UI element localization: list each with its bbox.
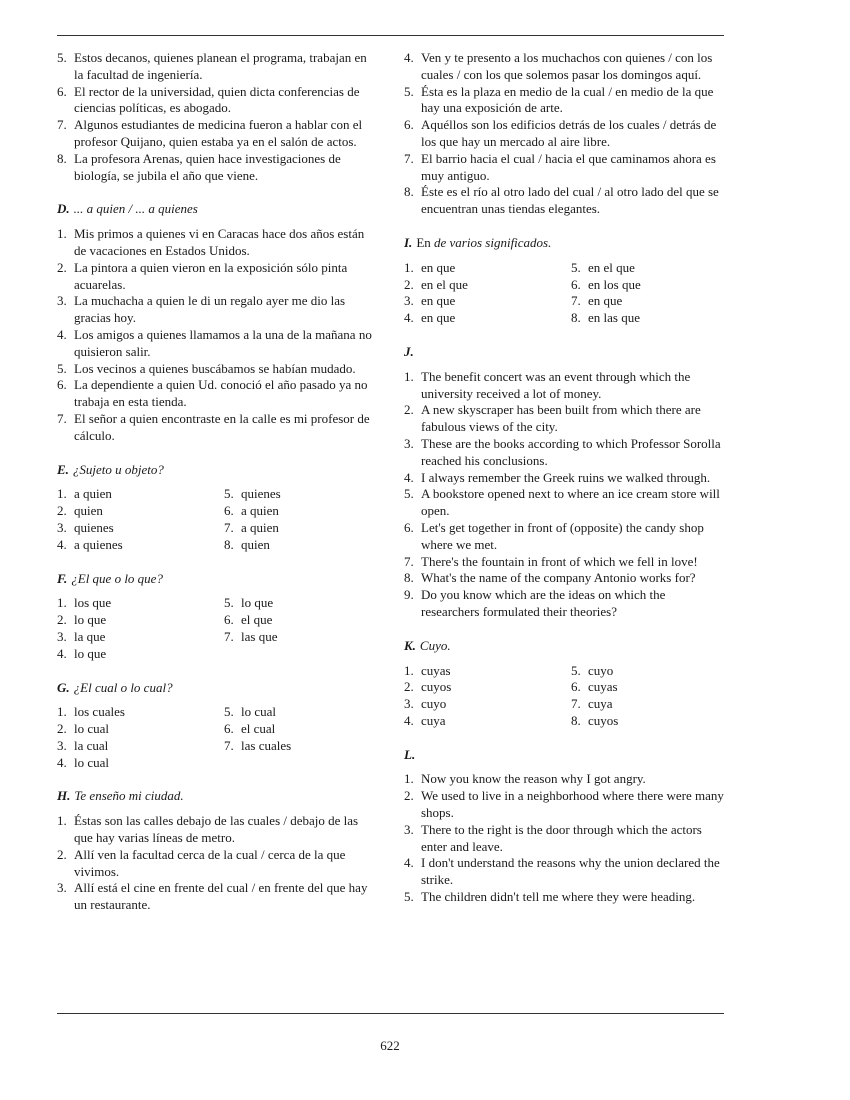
list-item bbox=[404, 436, 726, 470]
item-text: cuyas bbox=[588, 679, 618, 695]
section-i-grid bbox=[404, 260, 726, 327]
list-item bbox=[404, 663, 571, 680]
item-text: la que bbox=[74, 628, 106, 644]
list-item bbox=[57, 226, 379, 260]
list-item bbox=[57, 704, 224, 721]
section-e-col1 bbox=[57, 486, 224, 553]
item-text: El rector de la universidad, quien dicta conferencias de ciencias políticas, es abogado. bbox=[74, 83, 360, 116]
list-item bbox=[57, 880, 379, 914]
item-text: El barrio hacia el cual / hacia el que caminamos ahora es muy antiguo. bbox=[421, 150, 716, 183]
list-item bbox=[571, 696, 721, 713]
item-text: Now you know the reason why I got angry. bbox=[421, 771, 646, 787]
item-number: 4. bbox=[404, 855, 414, 871]
item-number: 1. bbox=[404, 368, 414, 384]
item-text: A bookstore opened next to where an ice cream store will open. bbox=[421, 486, 720, 519]
item-number: 1. bbox=[57, 704, 67, 720]
list-item bbox=[57, 646, 224, 663]
list-item bbox=[404, 84, 726, 118]
item-text: There to the right is the door through which the actors enter and leave. bbox=[421, 821, 702, 854]
item-number: 1. bbox=[57, 486, 67, 502]
list-item bbox=[57, 813, 379, 847]
item-number: 1. bbox=[404, 662, 414, 678]
list-item bbox=[404, 260, 571, 277]
item-number: 5. bbox=[571, 662, 581, 678]
item-number: 6. bbox=[224, 612, 234, 628]
item-text: La dependiente a quien Ud. conoció el año pasado ya no trabaja en esta tienda. bbox=[74, 377, 368, 410]
item-number: 8. bbox=[224, 536, 234, 552]
item-text: lo que bbox=[74, 612, 107, 628]
list-item bbox=[404, 277, 571, 294]
item-number: 2. bbox=[57, 721, 67, 737]
item-text: The benefit concert was an event through which the university received a lot of money. bbox=[421, 368, 691, 401]
item-number: 3. bbox=[404, 293, 414, 309]
item-text: cuyo bbox=[421, 696, 447, 712]
item-number: 5. bbox=[57, 360, 67, 376]
section-d-heading: D. ... a quien / ... a quienes bbox=[57, 201, 198, 217]
list-item bbox=[404, 486, 726, 520]
item-text: en el que bbox=[421, 276, 468, 292]
item-text: en el que bbox=[588, 259, 635, 275]
item-number: 1. bbox=[404, 259, 414, 275]
item-number: 6. bbox=[57, 83, 67, 99]
section-g-col2 bbox=[224, 704, 374, 771]
item-number: 5. bbox=[571, 259, 581, 275]
item-number: 6. bbox=[224, 503, 234, 519]
section-e-col2 bbox=[224, 486, 374, 553]
item-number: 7. bbox=[224, 628, 234, 644]
section-i-heading: I. En de varios significados. bbox=[404, 234, 552, 250]
item-text: en que bbox=[421, 293, 456, 309]
item-text: Mis primos a quienes vi en Caracas hace dos años están de vacaciones en Estados Unidos. bbox=[74, 226, 365, 258]
item-text: a quienes bbox=[74, 536, 123, 552]
list-item bbox=[57, 612, 224, 629]
item-number: 9. bbox=[404, 587, 414, 603]
item-text: lo cual bbox=[74, 721, 110, 737]
item-number: 7. bbox=[404, 150, 414, 166]
item-text: lo cual bbox=[74, 754, 110, 770]
item-number: 3. bbox=[404, 435, 414, 451]
item-number: 2. bbox=[404, 402, 414, 418]
list-item bbox=[404, 679, 571, 696]
list-item bbox=[404, 554, 726, 571]
list-item bbox=[404, 470, 726, 487]
section-g-grid bbox=[57, 704, 379, 771]
list-item bbox=[404, 117, 726, 151]
item-text: These are the books according to which Professor Sorolla reached his conclusions. bbox=[421, 435, 721, 468]
item-number: 3. bbox=[57, 880, 67, 896]
list-item bbox=[224, 738, 374, 755]
item-text: en que bbox=[421, 310, 456, 326]
item-text: Éstas son las calles debajo de las cuales / debajo de las que hay varias líneas de metro. bbox=[74, 813, 359, 846]
list-item bbox=[57, 377, 379, 411]
item-number: 5. bbox=[404, 83, 414, 99]
list-item bbox=[404, 822, 726, 856]
item-text: lo cual bbox=[241, 704, 277, 720]
item-number: 8. bbox=[571, 310, 581, 326]
item-number: 6. bbox=[571, 276, 581, 292]
item-text: a quien bbox=[241, 503, 279, 519]
item-text: quienes bbox=[74, 519, 114, 535]
item-text: Los amigos a quienes llamamos a la una de la mañana no quisieron salir. bbox=[74, 326, 372, 359]
item-number: 2. bbox=[57, 846, 67, 862]
item-number: 2. bbox=[57, 503, 67, 519]
section-f-grid bbox=[57, 595, 379, 662]
list-item bbox=[571, 310, 721, 327]
list-item bbox=[57, 486, 224, 503]
item-text: Estos decanos, quienes planean el programa, trabajan en la facultad de ingeniería. bbox=[74, 50, 367, 82]
list-item bbox=[57, 361, 379, 378]
section-g-heading: G. ¿El cual o lo cual? bbox=[57, 679, 173, 695]
item-number: 8. bbox=[571, 712, 581, 728]
item-number: 3. bbox=[57, 293, 67, 309]
item-number: 8. bbox=[404, 184, 414, 200]
item-text: What's the name of the company Antonio works for? bbox=[421, 570, 696, 586]
section-i-col2 bbox=[571, 260, 721, 327]
item-text: Ésta es la plaza en medio de la cual / en medio de la que hay una exposición de arte. bbox=[421, 83, 714, 116]
item-number: 5. bbox=[224, 595, 234, 611]
item-text: A new skyscraper has been built from which there are fabulous views of the city. bbox=[421, 402, 701, 435]
list-item bbox=[404, 184, 726, 218]
item-text: We used to live in a neighborhood where there were many shops. bbox=[421, 788, 724, 821]
item-text: La pintora a quien vieron en la exposición sólo pinta acuarelas. bbox=[74, 259, 348, 292]
list-item bbox=[57, 738, 224, 755]
list-item bbox=[224, 486, 374, 503]
item-text: cuyos bbox=[421, 679, 452, 695]
section-j-heading: J. bbox=[404, 343, 414, 359]
list-item bbox=[571, 293, 721, 310]
list-item bbox=[57, 755, 224, 772]
item-number: 4. bbox=[57, 645, 67, 661]
item-number: 5. bbox=[404, 486, 414, 502]
item-number: 7. bbox=[404, 553, 414, 569]
section-l-list bbox=[404, 771, 726, 905]
bottom-rule bbox=[57, 1013, 724, 1014]
list-item bbox=[57, 503, 224, 520]
item-number: 2. bbox=[57, 259, 67, 275]
list-item bbox=[404, 50, 726, 84]
item-number: 7. bbox=[571, 696, 581, 712]
list-item bbox=[571, 713, 721, 730]
item-text: There's the fountain in front of which we fell in love! bbox=[421, 553, 698, 569]
list-item bbox=[57, 629, 224, 646]
list-item bbox=[57, 721, 224, 738]
item-number: 4. bbox=[404, 310, 414, 326]
item-number: 6. bbox=[404, 519, 414, 535]
section-f-col1 bbox=[57, 595, 224, 662]
item-text: cuyas bbox=[421, 662, 451, 678]
item-text: el cual bbox=[241, 721, 276, 737]
section-f-heading: F. ¿El que o lo que? bbox=[57, 570, 163, 586]
item-text: lo que bbox=[241, 595, 274, 611]
item-number: 4. bbox=[404, 50, 414, 65]
item-text: los que bbox=[74, 595, 112, 611]
list-item bbox=[57, 411, 379, 445]
item-text: Allí está el cine en frente del cual / en frente del que hay un restaurante. bbox=[74, 880, 368, 913]
list-item bbox=[571, 277, 721, 294]
list-item bbox=[404, 369, 726, 403]
list-item bbox=[404, 151, 726, 185]
item-number: 6. bbox=[571, 679, 581, 695]
section-e-heading: E. ¿Sujeto u objeto? bbox=[57, 461, 164, 477]
list-item bbox=[224, 520, 374, 537]
item-number: 2. bbox=[404, 679, 414, 695]
section-l-heading: L. bbox=[404, 746, 416, 762]
item-text: La profesora Arenas, quien hace investigaciones de biología, se jubila el año que viene. bbox=[74, 150, 341, 183]
item-number: 3. bbox=[57, 519, 67, 535]
item-text: quienes bbox=[241, 486, 281, 502]
item-number: 3. bbox=[57, 628, 67, 644]
item-text: a quien bbox=[241, 519, 279, 535]
right-column bbox=[404, 50, 726, 906]
page-number: 622 bbox=[380, 1038, 400, 1053]
item-number: 1. bbox=[57, 595, 67, 611]
section-i-col1 bbox=[404, 260, 571, 327]
item-number: 7. bbox=[57, 117, 67, 133]
section-d-list bbox=[57, 226, 379, 444]
top-rule bbox=[57, 35, 724, 36]
list-item bbox=[57, 293, 379, 327]
list-item bbox=[57, 327, 379, 361]
list-item bbox=[571, 663, 721, 680]
list-item bbox=[57, 537, 224, 554]
item-number: 4. bbox=[57, 536, 67, 552]
section-f-col2 bbox=[224, 595, 374, 662]
list-item bbox=[224, 629, 374, 646]
item-number: 4. bbox=[404, 712, 414, 728]
item-text: cuyos bbox=[588, 712, 619, 728]
item-text: Let's get together in front of (opposite) the candy shop where we met. bbox=[421, 519, 704, 552]
item-text: I always remember the Greek ruins we walked through. bbox=[421, 469, 711, 485]
list-item bbox=[404, 402, 726, 436]
section-h-heading: H. Te enseño mi ciudad. bbox=[57, 788, 184, 804]
item-text: quien bbox=[241, 536, 270, 552]
item-number: 2. bbox=[404, 276, 414, 292]
section-k-col2 bbox=[571, 663, 721, 730]
list-item bbox=[404, 570, 726, 587]
list-item bbox=[404, 587, 726, 621]
item-number: 4. bbox=[404, 469, 414, 485]
section-j-list bbox=[404, 369, 726, 621]
list-item bbox=[571, 679, 721, 696]
list-item bbox=[571, 260, 721, 277]
item-number: 6. bbox=[404, 117, 414, 133]
item-number: 2. bbox=[404, 788, 414, 804]
item-number: 1. bbox=[57, 813, 67, 829]
item-text: las cuales bbox=[241, 737, 292, 753]
item-text: Aquéllos son los edificios detrás de los cuales / detrás de los que hay un mercado al aire libre. bbox=[421, 117, 717, 149]
item-text: cuya bbox=[588, 696, 613, 712]
item-number: 7. bbox=[57, 410, 67, 426]
item-text: cuyo bbox=[588, 662, 614, 678]
list-item bbox=[57, 151, 379, 185]
list-item bbox=[404, 293, 571, 310]
item-text: la cual bbox=[74, 737, 109, 753]
item-text: las que bbox=[241, 628, 278, 644]
section-h-list bbox=[57, 813, 379, 914]
list-item bbox=[404, 520, 726, 554]
section-e-grid bbox=[57, 486, 379, 553]
item-number: 7. bbox=[571, 293, 581, 309]
item-number: 5. bbox=[404, 889, 414, 905]
item-number: 4. bbox=[57, 754, 67, 770]
list-item bbox=[57, 84, 379, 118]
item-text: Do you know which are the ideas on which the researchers formulated their theories? bbox=[421, 587, 666, 619]
item-text: en las que bbox=[588, 310, 640, 326]
item-number: 7. bbox=[224, 737, 234, 753]
item-number: 3. bbox=[404, 696, 414, 712]
list-item bbox=[404, 713, 571, 730]
item-number: 8. bbox=[404, 570, 414, 586]
item-text: Éste es el río al otro lado del cual / al otro lado del que se encuentran unas tiendas elegantes. bbox=[421, 184, 719, 217]
list-item bbox=[57, 260, 379, 294]
item-number: 3. bbox=[404, 821, 414, 837]
item-number: 1. bbox=[404, 771, 414, 787]
item-number: 2. bbox=[57, 612, 67, 628]
list-item bbox=[224, 595, 374, 612]
list-item bbox=[404, 788, 726, 822]
item-text: el que bbox=[241, 612, 273, 628]
list-item bbox=[404, 855, 726, 889]
item-text: en que bbox=[588, 293, 623, 309]
list-item bbox=[224, 612, 374, 629]
list-item bbox=[404, 696, 571, 713]
item-text: La muchacha a quien le di un regalo ayer me dio las gracias hoy. bbox=[74, 293, 346, 326]
item-number: 4. bbox=[57, 326, 67, 342]
left-column bbox=[57, 50, 379, 914]
item-text: en los que bbox=[588, 276, 641, 292]
item-text: a quien bbox=[74, 486, 112, 502]
intro-list-right bbox=[404, 50, 726, 218]
item-text: Ven y te presento a los muchachos con quienes / con los cuales / con los que solemos pasar los domingos aquí. bbox=[421, 50, 713, 82]
list-item bbox=[57, 50, 379, 84]
section-g-col1 bbox=[57, 704, 224, 771]
item-text: Los vecinos a quienes buscábamos se habían mudado. bbox=[74, 360, 356, 376]
item-text: Algunos estudiantes de medicina fueron a hablar con el profesor Quijano, quien estaba ya en el salón de actos. bbox=[74, 117, 363, 149]
item-text: en que bbox=[421, 259, 456, 275]
item-number: 5. bbox=[224, 704, 234, 720]
item-number: 1. bbox=[57, 226, 67, 242]
list-item bbox=[224, 503, 374, 520]
item-number: 6. bbox=[224, 721, 234, 737]
list-item bbox=[404, 310, 571, 327]
list-item bbox=[224, 704, 374, 721]
section-k-col1 bbox=[404, 663, 571, 730]
item-number: 5. bbox=[224, 486, 234, 502]
item-number: 3. bbox=[57, 737, 67, 753]
list-item bbox=[404, 889, 726, 906]
section-k-heading: K. Cuyo. bbox=[404, 637, 451, 653]
list-item bbox=[57, 595, 224, 612]
item-text: I don't understand the reasons why the union declared the strike. bbox=[421, 855, 720, 888]
list-item bbox=[224, 537, 374, 554]
item-number: 7. bbox=[224, 519, 234, 535]
item-text: quien bbox=[74, 503, 103, 519]
item-text: los cuales bbox=[74, 704, 125, 720]
item-text: Allí ven la facultad cerca de la cual / cerca de la que vivimos. bbox=[74, 846, 346, 879]
item-text: El señor a quien encontraste en la calle es mi profesor de cálculo. bbox=[74, 410, 370, 443]
list-item bbox=[404, 771, 726, 788]
item-number: 6. bbox=[57, 377, 67, 393]
list-item bbox=[57, 520, 224, 537]
item-text: lo que bbox=[74, 645, 107, 661]
intro-list-left bbox=[57, 50, 379, 184]
list-item bbox=[224, 721, 374, 738]
item-text: cuya bbox=[421, 712, 446, 728]
item-number: 8. bbox=[57, 150, 67, 166]
list-item bbox=[57, 117, 379, 151]
section-k-grid bbox=[404, 663, 726, 730]
list-item bbox=[57, 847, 379, 881]
item-number: 5. bbox=[57, 50, 67, 65]
item-text: The children didn't tell me where they were heading. bbox=[421, 889, 696, 905]
